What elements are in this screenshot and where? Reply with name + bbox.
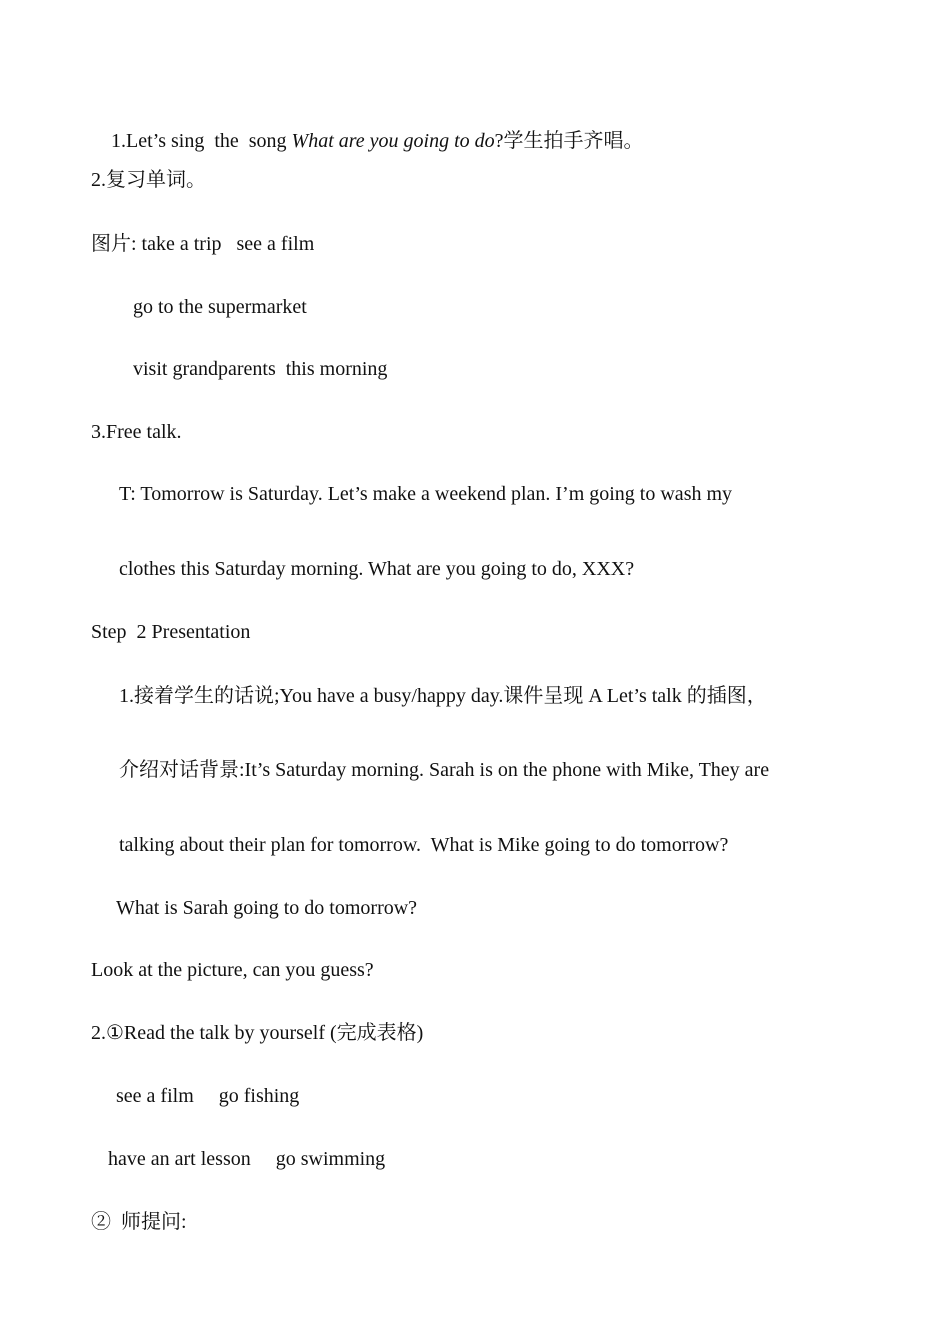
line-guess: Look at the picture, can you guess? [91, 959, 374, 981]
line-free-talk: 3.Free talk. [91, 421, 182, 443]
line-presentation-2: 介绍对话背景:It’s Saturday morning. Sarah is on the phone with Mike, They are [119, 759, 770, 781]
line-presentation-3: talking about their plan for tomorrow. What is Mike going to do tomorrow? [119, 834, 729, 856]
sing-song-suffix: ?学生拍手齐唱。 [494, 130, 644, 152]
line-sing-song [91, 105, 644, 177]
line-sarah-question: What is Sarah going to do tomorrow? [116, 897, 418, 919]
line-teacher-asks: ② 师提问: [91, 1211, 187, 1233]
sing-song-prefix: 1.Let’s sing the song [111, 130, 292, 152]
line-step-2-heading: Step 2 Presentation [91, 621, 251, 643]
line-options-2: have an art lesson go swimming [108, 1148, 386, 1170]
line-review-words: 2.复习单词。 [91, 169, 206, 191]
line-presentation-1: 1.接着学生的话说;You have a busy/happy day.课件呈现 A Let’s talk 的插图， [119, 685, 767, 707]
line-grandparents: visit grandparents this morning [133, 358, 388, 380]
line-teacher-talk-1: T: Tomorrow is Saturday. Let’s make a weekend plan. I’m going to wash my [119, 483, 733, 505]
line-pictures: 图片: take a trip see a film [91, 233, 315, 255]
line-read-talk: 2.①Read the talk by yourself (完成表格) [91, 1022, 424, 1044]
line-supermarket: go to the supermarket [133, 296, 307, 318]
song-title: What are you going to do [291, 130, 495, 152]
line-teacher-talk-2: clothes this Saturday morning. What are you going to do, XXX? [119, 558, 635, 580]
line-options-1: see a film go fishing [116, 1085, 300, 1107]
